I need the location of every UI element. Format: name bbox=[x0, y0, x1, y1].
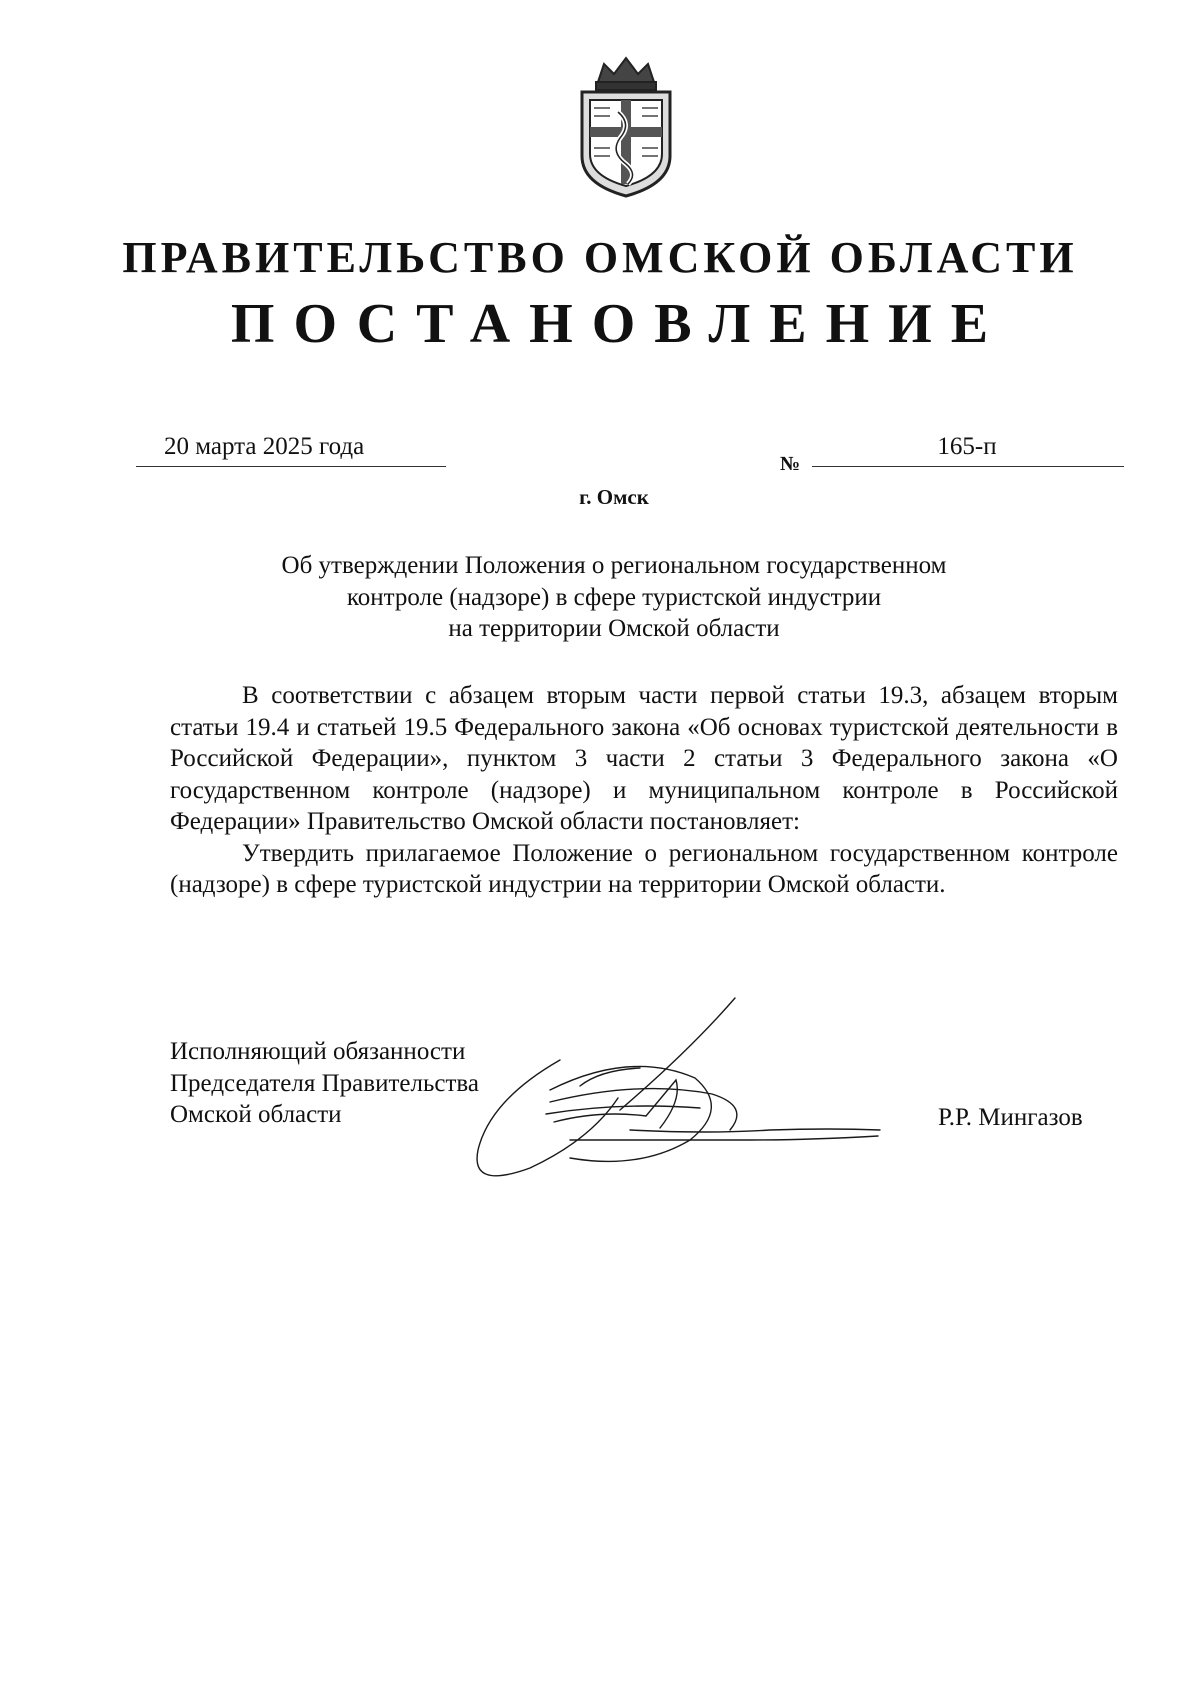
document-body bbox=[170, 680, 1118, 901]
body-paragraph: Утвердить прилагаемое Положение о региональном государственном контроле (надзоре) в сфере туристской индустрии на территории Омской области. bbox=[170, 839, 1118, 898]
position-line: Исполняющий обязанности bbox=[170, 1038, 466, 1065]
document-subject bbox=[0, 550, 1200, 645]
subject-line: Об утверждении Положения о региональном государственном bbox=[281, 552, 947, 579]
city-label: г. Омск bbox=[579, 485, 649, 509]
document-type-title: ПОСТАНОВЛЕНИЕ bbox=[230, 293, 1008, 355]
position-line: Председателя Правительства bbox=[170, 1069, 479, 1097]
signatory-position bbox=[170, 1036, 479, 1131]
number-underline bbox=[812, 466, 1124, 467]
document-number: 165-п bbox=[937, 433, 997, 460]
signatory-name: Р.Р. Мингазов bbox=[938, 1104, 1083, 1131]
subject-line: контроле (надзоре) в сфере туристской индустрии bbox=[346, 583, 882, 611]
body-paragraph: В соответствии с абзацем вторым части первой статьи 19.3, абзацем вторым статьи 19.4 и статьей 19.5 Федерального закона «Об основах туристской деятельности в Российской Федерации», пунктом 3 части 2 статьи 3 Федерального закона «О государственном контроле (надзоре) и муниципальном контроле в Российской Федерации» Правительство Омской области постановляет: bbox=[170, 682, 1118, 835]
document-date: 20 марта 2025 года bbox=[164, 433, 365, 460]
coat-of-arms-icon bbox=[568, 52, 684, 200]
handwritten-signature-icon bbox=[450, 990, 890, 1200]
position-line: Омской области bbox=[170, 1101, 342, 1128]
subject-line: на территории Омской области bbox=[448, 615, 780, 642]
date-underline bbox=[136, 466, 446, 467]
organization-title: ПРАВИТЕЛЬСТВО ОМСКОЙ ОБЛАСТИ bbox=[122, 233, 1078, 282]
number-sign: № bbox=[780, 453, 801, 475]
